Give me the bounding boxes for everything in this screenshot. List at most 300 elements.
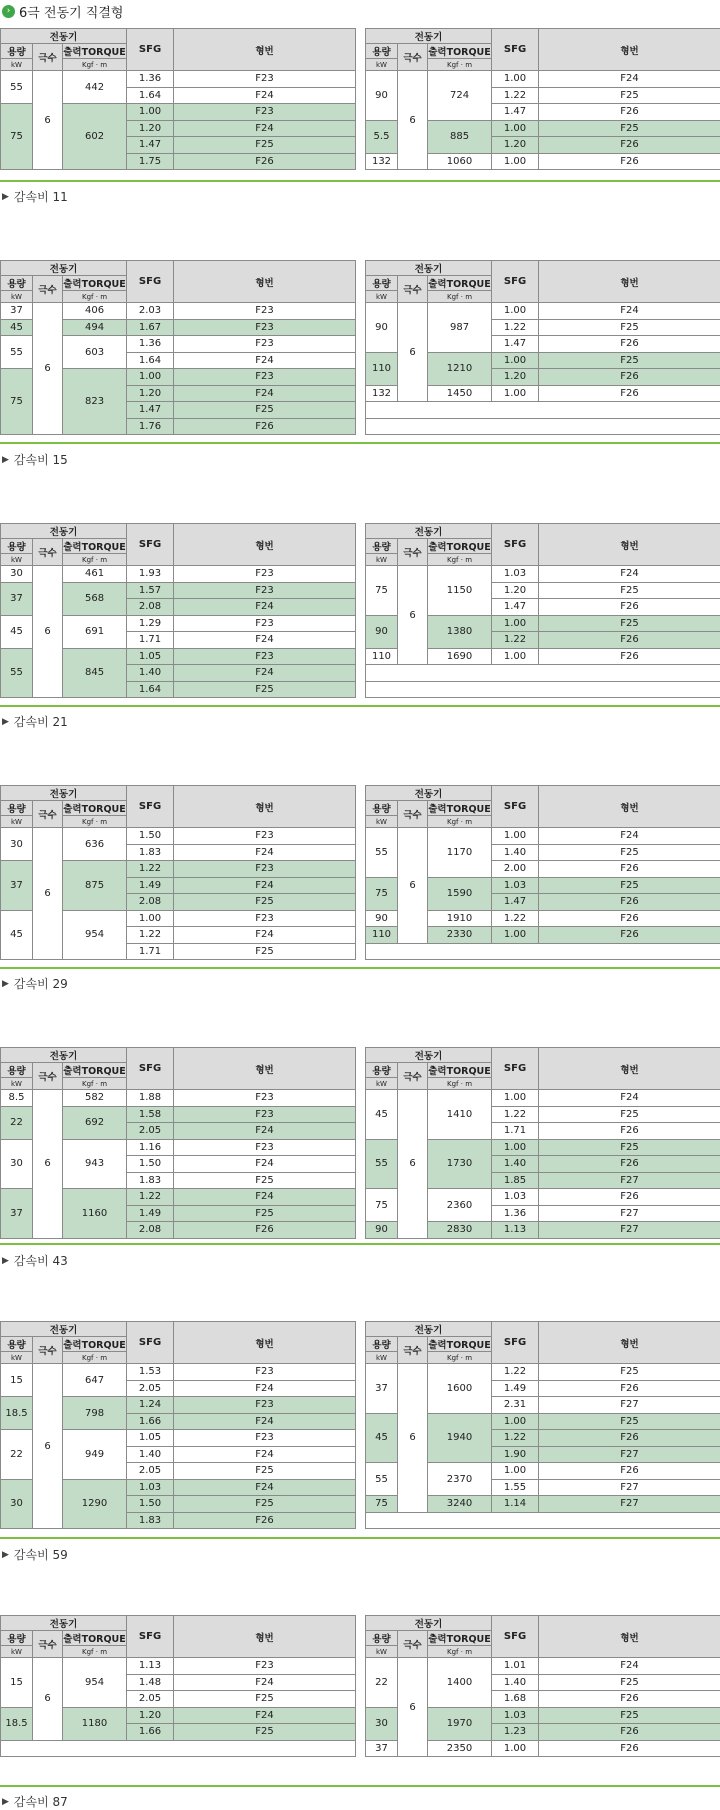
poles-cell: 6	[33, 566, 63, 698]
torque-header: 출력TORQUE	[63, 44, 127, 59]
model-header: 형번	[539, 1048, 720, 1090]
sfg-cell: 1.55	[492, 1479, 539, 1496]
sfg-cell: 1.22	[492, 319, 539, 336]
sfg-cell: 2.05	[127, 1123, 174, 1140]
sfg-cell: 1.22	[127, 861, 174, 878]
sfg-cell: 1.47	[127, 137, 174, 154]
sfg-cell: 1.00	[492, 153, 539, 170]
torque-cell: 1590	[428, 877, 492, 910]
model-cell: F26	[539, 599, 720, 616]
model-cell: F26	[539, 1691, 720, 1708]
model-cell: F25	[174, 943, 356, 960]
model-cell: F25	[539, 877, 720, 894]
motor-header: 전동기	[1, 1616, 127, 1631]
torque-unit: Kgf · m	[428, 1646, 492, 1658]
sfg-header: SFG	[492, 524, 539, 566]
sfg-cell: 1.47	[127, 402, 174, 419]
model-cell: F25	[539, 615, 720, 632]
sfg-cell: 1.20	[127, 1707, 174, 1724]
model-cell: F27	[539, 1172, 720, 1189]
model-header: 형번	[174, 1048, 356, 1090]
model-cell: F24	[174, 927, 356, 944]
sfg-cell: 1.22	[492, 910, 539, 927]
model-header: 형번	[539, 1616, 720, 1658]
model-cell: F25	[174, 402, 356, 419]
model-cell: F26	[539, 104, 720, 121]
sfg-cell: 1.67	[127, 319, 174, 336]
model-cell: F26	[539, 1123, 720, 1140]
model-cell: F23	[174, 71, 356, 88]
capacity-unit: kW	[366, 816, 398, 828]
capacity-cell: 22	[1, 1430, 33, 1480]
ratio-label	[2, 1546, 68, 1563]
table-row	[1, 1090, 356, 1107]
ratio-label-text: 감속비 21	[13, 715, 68, 729]
model-cell: F25	[174, 1724, 356, 1741]
model-cell: F25	[174, 894, 356, 911]
model-cell: F25	[539, 120, 720, 137]
sfg-cell: 2.08	[127, 1222, 174, 1239]
motor-header: 전동기	[1, 1322, 127, 1337]
sfg-cell: 1.49	[127, 1205, 174, 1222]
ratio-label-text: 감속비 15	[13, 453, 68, 467]
sfg-cell: 1.66	[127, 1413, 174, 1430]
table-row	[366, 1090, 720, 1107]
model-cell: F23	[174, 1106, 356, 1123]
poles-header: 극수	[398, 44, 428, 71]
table-row	[366, 1364, 720, 1381]
capacity-cell: 37	[366, 1364, 398, 1414]
capacity-header: 용량	[366, 1631, 398, 1646]
capacity-cell: 45	[1, 319, 33, 336]
capacity-header: 용량	[1, 276, 33, 291]
motor-spec-table	[365, 260, 720, 435]
sfg-cell: 1.00	[492, 120, 539, 137]
model-cell: F24	[539, 1090, 720, 1107]
motor-spec-table	[365, 28, 720, 170]
sfg-cell: 1.00	[492, 1139, 539, 1156]
table-row	[1, 1658, 356, 1675]
sfg-cell: 1.22	[492, 1364, 539, 1381]
poles-header: 극수	[398, 1337, 428, 1364]
model-header: 형번	[539, 786, 720, 828]
capacity-unit: kW	[1, 1646, 33, 1658]
capacity-cell: 110	[366, 352, 398, 385]
motor-header: 전동기	[1, 29, 127, 44]
capacity-header: 용량	[366, 801, 398, 816]
poles-header: 극수	[398, 1631, 428, 1658]
table-row	[366, 71, 720, 88]
table-row	[1, 1364, 356, 1381]
sfg-cell: 2.05	[127, 1463, 174, 1480]
model-cell: F24	[174, 665, 356, 682]
sfg-cell: 1.64	[127, 87, 174, 104]
sfg-cell: 1.53	[127, 1364, 174, 1381]
chevron-right-icon: ›	[2, 5, 15, 18]
poles-header: 극수	[33, 801, 63, 828]
model-cell: F23	[174, 104, 356, 121]
model-cell: F25	[539, 1106, 720, 1123]
torque-cell: 1380	[428, 615, 492, 648]
motor-header: 전동기	[366, 786, 492, 801]
sfg-cell: 1.03	[492, 877, 539, 894]
capacity-cell: 110	[366, 927, 398, 944]
torque-cell: 1400	[428, 1658, 492, 1708]
empty-row	[1, 1740, 356, 1757]
sfg-cell: 1.00	[492, 1413, 539, 1430]
capacity-cell: 45	[1, 910, 33, 960]
model-cell: F24	[174, 1446, 356, 1463]
motor-spec-table	[0, 260, 356, 435]
poles-cell: 6	[33, 1090, 63, 1239]
sfg-cell: 1.20	[492, 369, 539, 386]
torque-cell: 1160	[63, 1189, 127, 1239]
model-cell: F26	[174, 1512, 356, 1529]
torque-cell: 1690	[428, 648, 492, 665]
torque-header: 출력TORQUE	[63, 276, 127, 291]
torque-cell: 875	[63, 861, 127, 911]
sfg-cell: 1.24	[127, 1397, 174, 1414]
motor-spec-table	[0, 1321, 356, 1529]
model-cell: F25	[539, 1139, 720, 1156]
capacity-cell: 75	[366, 1189, 398, 1222]
sfg-cell: 1.40	[492, 1156, 539, 1173]
model-header: 형번	[174, 261, 356, 303]
motor-header: 전동기	[366, 1048, 492, 1063]
model-cell: F26	[539, 1189, 720, 1206]
model-cell: F25	[174, 1691, 356, 1708]
capacity-cell: 75	[366, 1496, 398, 1513]
model-cell: F23	[174, 1139, 356, 1156]
capacity-cell: 37	[1, 1189, 33, 1239]
torque-header: 출력TORQUE	[63, 1063, 127, 1078]
model-cell: F26	[539, 1740, 720, 1757]
motor-header: 전동기	[1, 524, 127, 539]
table-row	[1, 71, 356, 88]
model-header: 형번	[174, 524, 356, 566]
torque-cell: 2830	[428, 1222, 492, 1239]
triangle-right-icon: ▶	[2, 191, 9, 202]
model-cell: F23	[174, 615, 356, 632]
sfg-cell: 1.03	[127, 1479, 174, 1496]
table-row	[1, 828, 356, 845]
sfg-cell: 1.22	[492, 1106, 539, 1123]
triangle-right-icon: ▶	[2, 1255, 9, 1266]
sfg-cell: 1.40	[492, 1674, 539, 1691]
sfg-cell: 1.14	[492, 1496, 539, 1513]
sfg-cell: 2.03	[127, 303, 174, 320]
torque-header: 출력TORQUE	[428, 44, 492, 59]
poles-cell: 6	[398, 303, 428, 402]
model-cell: F24	[174, 1189, 356, 1206]
capacity-cell: 37	[1, 861, 33, 911]
model-cell: F24	[174, 87, 356, 104]
torque-cell: 845	[63, 648, 127, 698]
motor-spec-table	[365, 785, 720, 960]
sfg-cell: 1.50	[127, 828, 174, 845]
sfg-cell: 1.75	[127, 153, 174, 170]
model-cell: F24	[174, 385, 356, 402]
torque-unit: Kgf · m	[428, 59, 492, 71]
torque-cell: 1150	[428, 566, 492, 616]
capacity-cell: 55	[366, 828, 398, 878]
model-cell: F26	[539, 1380, 720, 1397]
poles-header: 극수	[398, 276, 428, 303]
torque-cell: 943	[63, 1139, 127, 1189]
poles-header: 극수	[33, 1063, 63, 1090]
torque-cell: 406	[63, 303, 127, 320]
capacity-cell: 90	[366, 71, 398, 121]
motor-header: 전동기	[1, 786, 127, 801]
capacity-header: 용량	[366, 1337, 398, 1352]
model-cell: F23	[174, 648, 356, 665]
model-cell: F23	[174, 369, 356, 386]
capacity-cell: 30	[1, 828, 33, 861]
sfg-cell: 1.13	[127, 1658, 174, 1675]
model-cell: F25	[174, 1463, 356, 1480]
sfg-cell: 2.08	[127, 599, 174, 616]
ratio-label	[2, 713, 68, 730]
capacity-cell: 45	[1, 615, 33, 648]
model-cell: F24	[174, 1156, 356, 1173]
model-cell: F26	[539, 910, 720, 927]
torque-header: 출력TORQUE	[428, 539, 492, 554]
model-cell: F26	[174, 418, 356, 435]
poles-header: 극수	[398, 1063, 428, 1090]
torque-cell: 603	[63, 336, 127, 369]
poles-cell: 6	[398, 71, 428, 170]
capacity-unit: kW	[366, 291, 398, 303]
section-divider	[0, 1785, 720, 1787]
sfg-cell: 1.36	[492, 1205, 539, 1222]
motor-spec-table	[0, 523, 356, 698]
capacity-cell: 37	[366, 1740, 398, 1757]
ratio-label-text: 감속비 11	[13, 190, 68, 204]
sfg-cell: 1.00	[492, 1740, 539, 1757]
capacity-cell: 37	[1, 303, 33, 320]
sfg-cell: 1.40	[492, 844, 539, 861]
capacity-header: 용량	[1, 1631, 33, 1646]
torque-cell: 1940	[428, 1413, 492, 1463]
model-cell: F26	[539, 385, 720, 402]
model-cell: F23	[174, 303, 356, 320]
torque-cell: 2360	[428, 1189, 492, 1222]
capacity-cell: 15	[1, 1364, 33, 1397]
sfg-cell: 1.16	[127, 1139, 174, 1156]
ratio-label	[2, 975, 68, 992]
model-cell: F26	[539, 927, 720, 944]
capacity-cell: 22	[366, 1658, 398, 1708]
section-divider	[0, 180, 720, 182]
torque-cell: 1730	[428, 1139, 492, 1189]
sfg-cell: 1.22	[492, 632, 539, 649]
model-cell: F25	[539, 1413, 720, 1430]
motor-header: 전동기	[366, 261, 492, 276]
sfg-cell: 1.58	[127, 1106, 174, 1123]
empty-cell	[1, 1740, 356, 1757]
torque-unit: Kgf · m	[63, 1352, 127, 1364]
sfg-header: SFG	[492, 786, 539, 828]
sfg-cell: 1.49	[127, 877, 174, 894]
sfg-cell: 1.20	[127, 120, 174, 137]
sfg-header: SFG	[127, 524, 174, 566]
sfg-cell: 1.40	[127, 1446, 174, 1463]
model-cell: F25	[539, 319, 720, 336]
sfg-cell: 1.03	[492, 1707, 539, 1724]
model-cell: F24	[539, 828, 720, 845]
model-cell: F23	[174, 910, 356, 927]
capacity-cell: 30	[366, 1707, 398, 1740]
model-cell: F25	[174, 681, 356, 698]
capacity-unit: kW	[1, 1352, 33, 1364]
sfg-cell: 1.00	[492, 352, 539, 369]
triangle-right-icon: ▶	[2, 454, 9, 465]
sfg-header: SFG	[127, 786, 174, 828]
sfg-cell: 1.03	[492, 1189, 539, 1206]
torque-cell: 1060	[428, 153, 492, 170]
empty-cell	[366, 665, 720, 682]
capacity-unit: kW	[366, 1078, 398, 1090]
torque-cell: 1410	[428, 1090, 492, 1140]
model-cell: F24	[174, 632, 356, 649]
model-cell: F26	[539, 369, 720, 386]
torque-header: 출력TORQUE	[428, 1063, 492, 1078]
sfg-cell: 1.05	[127, 1430, 174, 1447]
sfg-cell: 2.05	[127, 1691, 174, 1708]
model-cell: F24	[174, 1674, 356, 1691]
sfg-cell: 1.00	[127, 910, 174, 927]
sfg-cell: 1.00	[492, 1463, 539, 1480]
model-header: 형번	[174, 786, 356, 828]
capacity-unit: kW	[1, 291, 33, 303]
capacity-cell: 30	[1, 566, 33, 583]
capacity-cell: 45	[366, 1413, 398, 1463]
table-row	[1, 303, 356, 320]
capacity-unit: kW	[366, 1646, 398, 1658]
model-cell: F25	[174, 1205, 356, 1222]
sfg-cell: 1.00	[492, 648, 539, 665]
model-cell: F26	[539, 153, 720, 170]
capacity-cell: 55	[1, 648, 33, 698]
torque-cell: 568	[63, 582, 127, 615]
model-cell: F24	[539, 1658, 720, 1675]
model-cell: F26	[174, 153, 356, 170]
empty-row	[366, 681, 720, 698]
capacity-cell: 55	[1, 71, 33, 104]
section-divider	[0, 442, 720, 444]
sfg-cell: 1.20	[127, 385, 174, 402]
model-cell: F23	[174, 566, 356, 583]
model-cell: F25	[174, 1172, 356, 1189]
torque-cell: 691	[63, 615, 127, 648]
ratio-label-text: 감속비 59	[13, 1548, 68, 1562]
sfg-cell: 1.20	[492, 582, 539, 599]
poles-cell: 6	[398, 566, 428, 665]
sfg-cell: 1.76	[127, 418, 174, 435]
capacity-cell: 55	[1, 336, 33, 369]
torque-header: 출력TORQUE	[428, 1337, 492, 1352]
model-cell: F27	[539, 1205, 720, 1222]
model-cell: F23	[174, 1658, 356, 1675]
torque-header: 출력TORQUE	[63, 1631, 127, 1646]
model-cell: F23	[174, 336, 356, 353]
torque-cell: 647	[63, 1364, 127, 1397]
triangle-right-icon: ▶	[2, 1796, 9, 1807]
capacity-header: 용량	[1, 539, 33, 554]
sfg-cell: 1.83	[127, 1512, 174, 1529]
capacity-unit: kW	[1, 554, 33, 566]
motor-spec-table	[0, 1615, 356, 1757]
model-cell: F23	[174, 1397, 356, 1414]
model-cell: F26	[539, 137, 720, 154]
capacity-header: 용량	[366, 1063, 398, 1078]
torque-unit: Kgf · m	[428, 1078, 492, 1090]
torque-cell: 1290	[63, 1479, 127, 1529]
capacity-unit: kW	[1, 816, 33, 828]
capacity-unit: kW	[366, 1352, 398, 1364]
model-header: 형번	[539, 29, 720, 71]
sfg-cell: 2.08	[127, 894, 174, 911]
capacity-cell: 22	[1, 1106, 33, 1139]
model-cell: F23	[174, 861, 356, 878]
torque-cell: 1450	[428, 385, 492, 402]
capacity-cell: 30	[1, 1479, 33, 1529]
sfg-cell: 1.22	[492, 1430, 539, 1447]
sfg-cell: 1.90	[492, 1446, 539, 1463]
model-cell: F27	[539, 1397, 720, 1414]
sfg-cell: 1.00	[127, 104, 174, 121]
torque-cell: 2350	[428, 1740, 492, 1757]
model-cell: F24	[539, 566, 720, 583]
model-cell: F26	[539, 1463, 720, 1480]
capacity-cell: 15	[1, 1658, 33, 1708]
torque-cell: 954	[63, 1658, 127, 1708]
poles-header: 극수	[33, 1337, 63, 1364]
ratio-label	[2, 1793, 68, 1810]
sfg-cell: 1.29	[127, 615, 174, 632]
capacity-cell: 75	[366, 877, 398, 910]
sfg-header: SFG	[127, 1322, 174, 1364]
sfg-header: SFG	[127, 261, 174, 303]
sfg-cell: 1.48	[127, 1674, 174, 1691]
torque-unit: Kgf · m	[428, 291, 492, 303]
triangle-right-icon: ▶	[2, 978, 9, 989]
capacity-cell: 132	[366, 385, 398, 402]
torque-cell: 987	[428, 303, 492, 353]
sfg-header: SFG	[127, 29, 174, 71]
model-cell: F23	[174, 1430, 356, 1447]
model-cell: F26	[539, 648, 720, 665]
poles-cell: 6	[398, 828, 428, 944]
capacity-cell: 55	[366, 1139, 398, 1189]
sfg-cell: 1.47	[492, 104, 539, 121]
torque-header: 출력TORQUE	[428, 276, 492, 291]
capacity-header: 용량	[1, 1337, 33, 1352]
sfg-cell: 1.85	[492, 1172, 539, 1189]
model-cell: F24	[174, 844, 356, 861]
model-cell: F27	[539, 1222, 720, 1239]
motor-spec-table	[0, 28, 356, 170]
capacity-cell: 8.5	[1, 1090, 33, 1107]
torque-cell: 823	[63, 369, 127, 435]
poles-header: 극수	[398, 539, 428, 566]
torque-cell: 494	[63, 319, 127, 336]
torque-cell: 954	[63, 910, 127, 960]
capacity-cell: 90	[366, 910, 398, 927]
sfg-cell: 1.88	[127, 1090, 174, 1107]
table-row	[366, 1658, 720, 1675]
torque-cell: 2330	[428, 927, 492, 944]
